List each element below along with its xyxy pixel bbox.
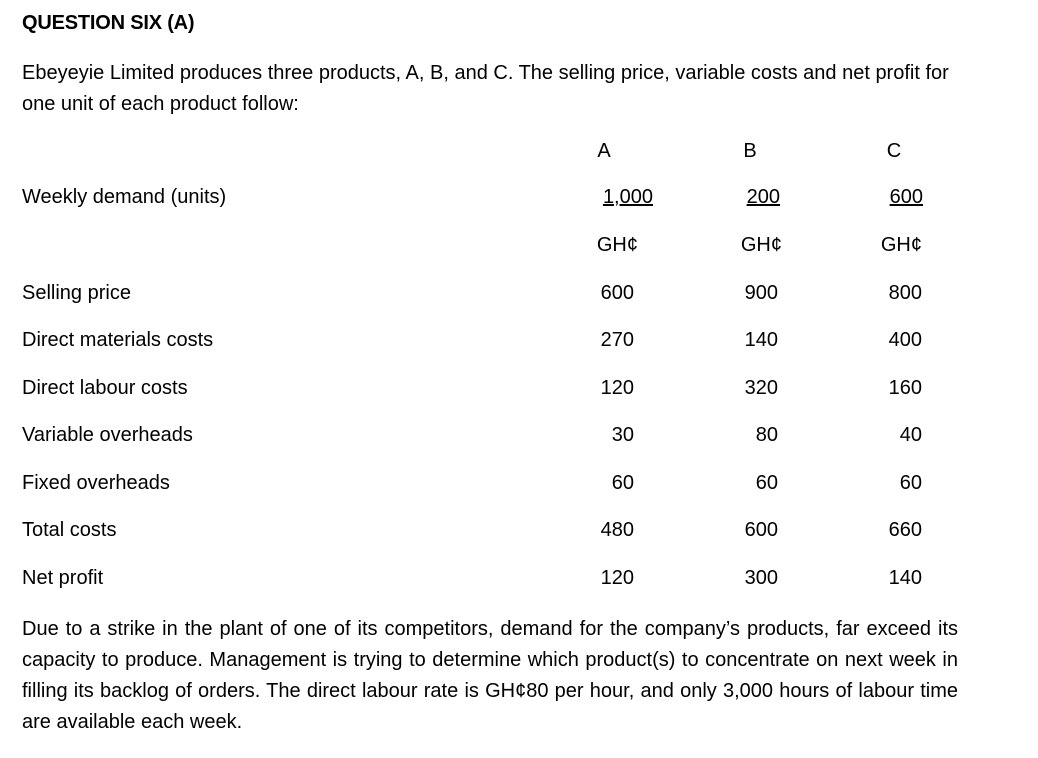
currency-row [0, 234, 1038, 264]
row-label: Direct labour costs [22, 377, 188, 399]
value-a: 480 [600, 519, 634, 541]
table-row [0, 567, 1038, 597]
value-a: 270 [600, 329, 634, 351]
table-row [0, 377, 1038, 407]
column-header-a: A [597, 140, 611, 162]
row-label: Variable overheads [22, 424, 193, 446]
value-a: 120 [600, 377, 634, 399]
value-b: 140 [744, 329, 778, 351]
intro-paragraph: Ebeyeyie Limited produces three products, A, B, and C. The selling price, variable costs and net profit for one unit of each product follow: [22, 62, 949, 115]
value-a: 120 [600, 567, 634, 589]
row-label: Net profit [22, 567, 104, 589]
table-row [0, 329, 1038, 359]
closing-paragraph: Due to a strike in the plant of one of its competitors, demand for the company’s products, far exceed its capacity to produce. Management is trying to determine which product(s) to concentrate on next week in filling its backlog of orders. The direct labour rate is GH¢80 per hour, and only 3,000 hours of labour time are available each week. [22, 618, 958, 733]
row-label: Total costs [22, 519, 117, 541]
value-c: 140 [888, 567, 922, 589]
row-label: Selling price [22, 282, 131, 304]
currency-b: GH¢ [740, 234, 782, 256]
table-row [0, 424, 1038, 454]
table-row [0, 282, 1038, 312]
question-heading: QUESTION SIX (A) [22, 12, 195, 34]
demand-a: 1,000 [602, 186, 653, 208]
value-a: 60 [611, 472, 634, 494]
table-row [0, 472, 1038, 502]
value-b: 320 [744, 377, 778, 399]
value-c: 660 [888, 519, 922, 541]
value-b: 900 [744, 282, 778, 304]
currency-a: GH¢ [596, 234, 638, 256]
value-a: 600 [600, 282, 634, 304]
table-row [0, 519, 1038, 549]
value-b: 60 [755, 472, 778, 494]
row-label: Weekly demand (units) [22, 186, 227, 208]
value-a: 30 [611, 424, 634, 446]
row-label: Direct materials costs [22, 329, 214, 351]
weekly-demand-row [0, 186, 1038, 216]
value-c: 400 [888, 329, 922, 351]
value-b: 300 [744, 567, 778, 589]
value-b: 80 [755, 424, 778, 446]
value-c: 160 [888, 377, 922, 399]
value-c: 60 [899, 472, 922, 494]
demand-b: 200 [746, 186, 780, 208]
column-header-row [0, 140, 1038, 170]
value-b: 600 [744, 519, 778, 541]
column-header-b: B [743, 140, 757, 162]
currency-c: GH¢ [880, 234, 922, 256]
row-label: Fixed overheads [22, 472, 170, 494]
demand-c: 600 [889, 186, 923, 208]
value-c: 40 [899, 424, 922, 446]
value-c: 800 [888, 282, 922, 304]
column-header-c: C [886, 140, 902, 162]
